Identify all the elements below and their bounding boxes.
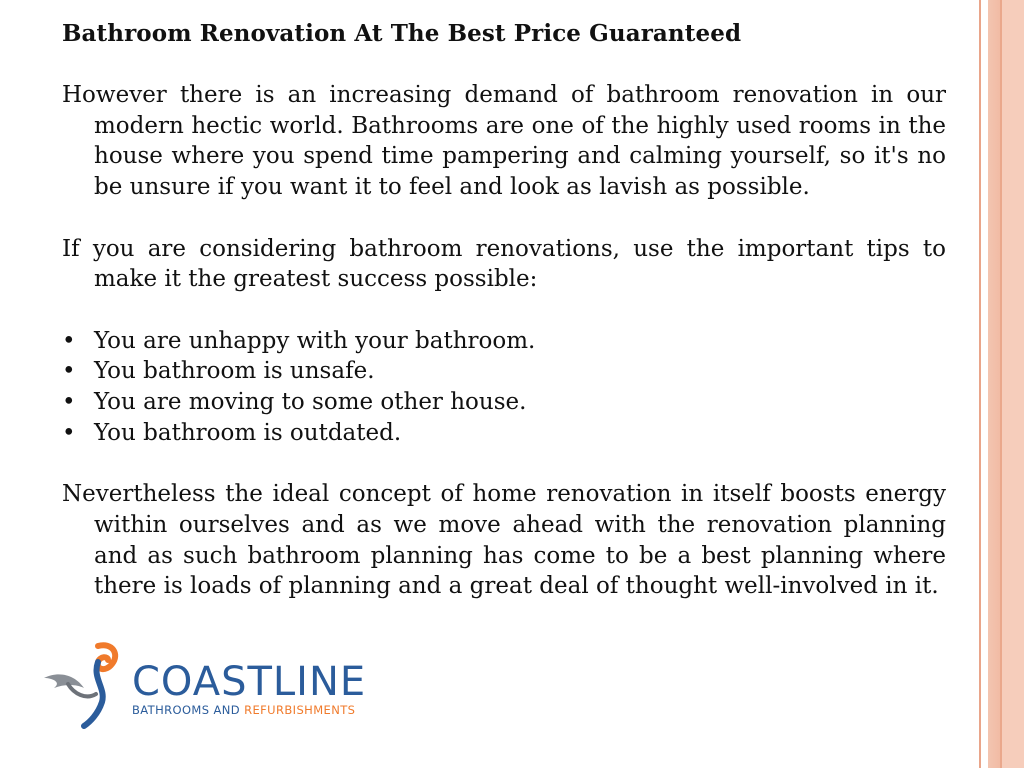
right-decorative-band xyxy=(988,0,1024,768)
intro-paragraph: However there is an increasing demand of bathroom renovation in our modern hectic world. Bathrooms are one of the highly used rooms in the house where you spend time pampering and calming yourself, so it's no be unsure if you want it to feel and look as lavish as possible. xyxy=(62,82,946,201)
logo-mark-icon xyxy=(40,638,128,730)
bullet-list xyxy=(62,326,946,449)
bullet-icon: • xyxy=(62,419,76,446)
list-item xyxy=(62,326,946,357)
list-item-text: You are unhappy with your bathroom. xyxy=(94,327,536,354)
bullet-icon: • xyxy=(62,358,76,385)
tips-paragraph: If you are considering bathroom renovations, use the important tips to make it the greatest success possible: xyxy=(62,235,946,293)
bullet-icon: • xyxy=(62,327,76,354)
closing-paragraph: Nevertheless the ideal concept of home renovation in itself boosts energy within ourselves and as we move ahead with the renovation planning and as such bathroom planning has come to be a best planning where there is loads of planning and a great deal of thought well-involved in it. xyxy=(62,481,946,600)
list-item xyxy=(62,387,946,418)
list-item-text: You bathroom is unsafe. xyxy=(94,358,375,385)
slide-content xyxy=(62,18,946,633)
logo-tagline-part1: BATHROOMS AND xyxy=(132,703,245,717)
bullet-icon: • xyxy=(62,389,76,415)
list-item xyxy=(62,356,946,387)
right-border-line xyxy=(979,0,981,768)
coastline-logo xyxy=(40,638,400,730)
logo-name: COASTLINE xyxy=(132,659,367,705)
logo-tagline-part2: REFURBISHMENTS xyxy=(244,703,356,717)
list-item-text: You are moving to some other house. xyxy=(94,389,527,415)
slide-title: Bathroom Renovation At The Best Price Guaranteed xyxy=(62,20,742,47)
logo-tagline xyxy=(132,704,355,716)
right-band-line xyxy=(1000,0,1002,768)
list-item xyxy=(62,418,946,449)
list-item-text: You bathroom is outdated. xyxy=(94,419,402,446)
